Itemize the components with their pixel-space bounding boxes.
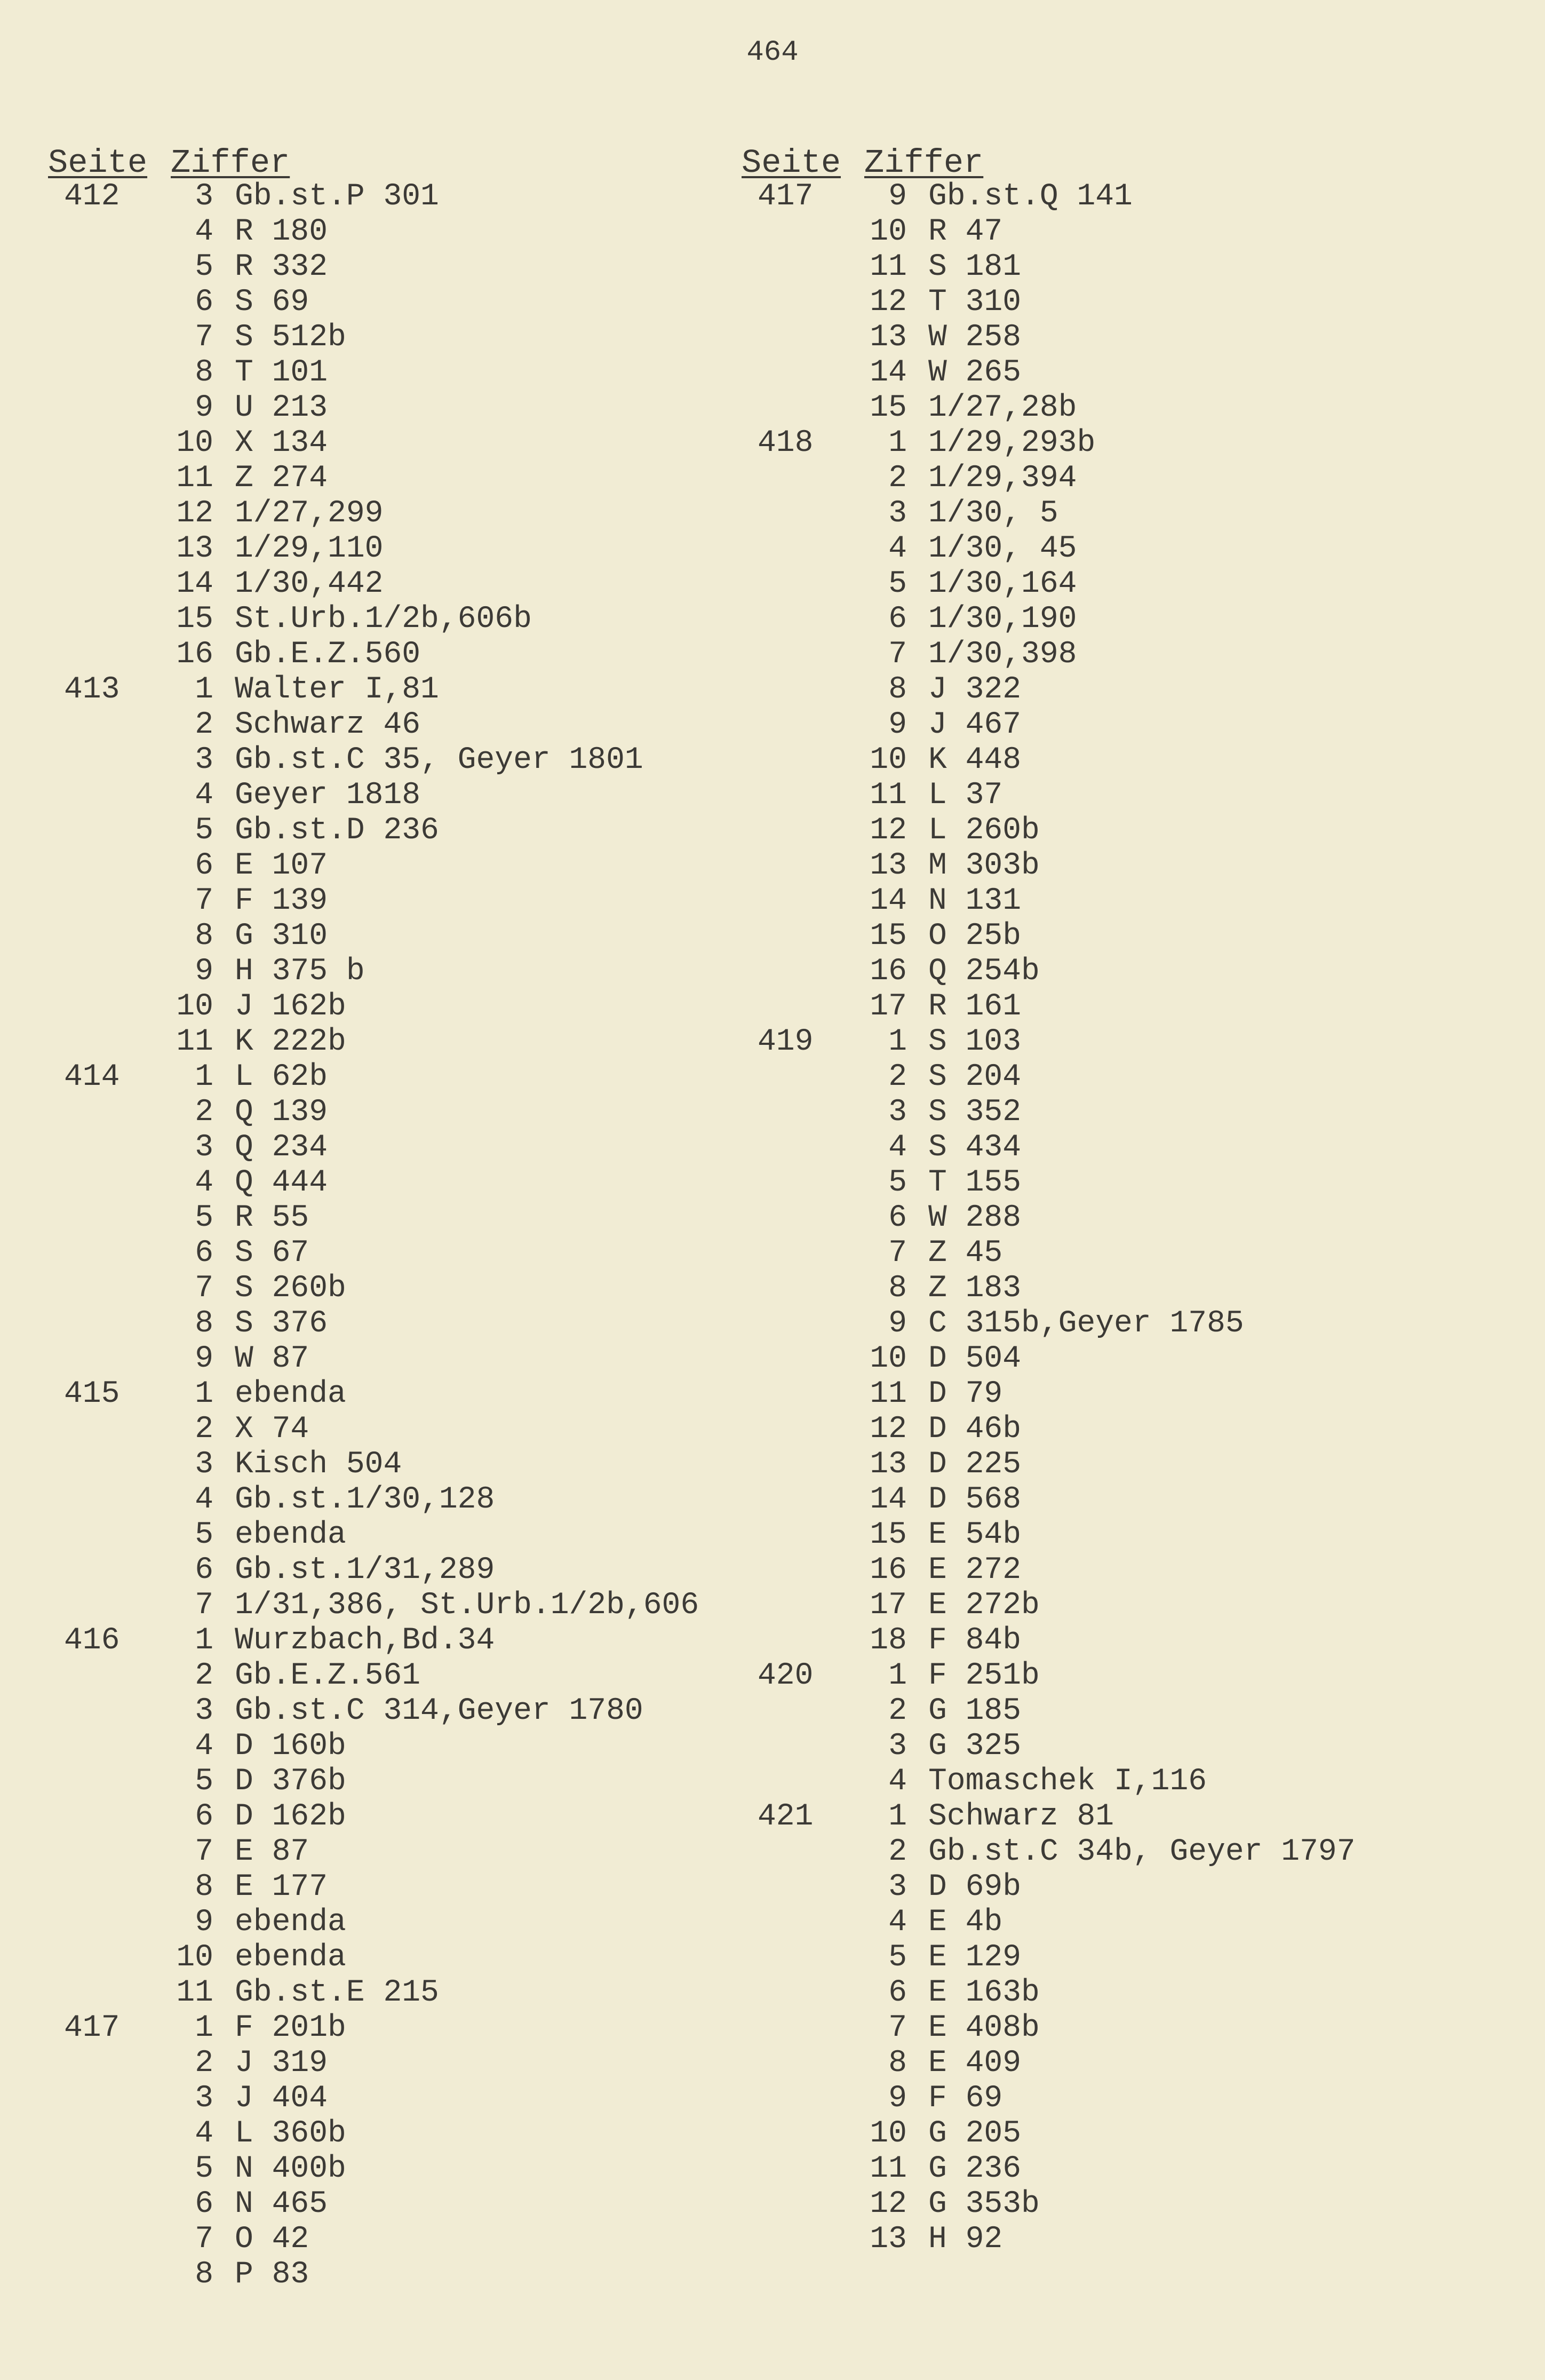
- ziffer-cell: 4: [195, 1729, 213, 1764]
- reference-cell: 1/30,398: [928, 637, 1077, 672]
- reference-cell: K 222b: [235, 1025, 346, 1059]
- reference-cell: L 260b: [928, 813, 1040, 848]
- reference-cell: E 408b: [928, 2011, 1040, 2045]
- reference-cell: S 181: [928, 250, 1022, 284]
- reference-cell: N 400b: [235, 2152, 346, 2186]
- reference-cell: T 310: [928, 285, 1022, 320]
- reference-cell: Z 274: [235, 461, 328, 496]
- reference-cell: L 37: [928, 778, 1003, 813]
- ziffer-cell: 5: [195, 250, 213, 284]
- ziffer-cell: 7: [888, 637, 907, 672]
- ziffer-cell: 11: [176, 461, 213, 496]
- ziffer-cell: 3: [195, 1694, 213, 1728]
- ziffer-cell: 10: [176, 1940, 213, 1975]
- ziffer-cell: 7: [195, 1588, 213, 1623]
- seite-cell: 415: [64, 1377, 120, 1411]
- ziffer-cell: 7: [888, 1236, 907, 1271]
- reference-cell: S 376: [235, 1306, 328, 1341]
- reference-cell: K 448: [928, 743, 1022, 778]
- ziffer-cell: 9: [888, 1306, 907, 1341]
- ziffer-cell: 10: [870, 743, 907, 778]
- ziffer-cell: 1: [195, 672, 213, 707]
- reference-cell: Gb.st.C 35, Geyer 1801: [235, 743, 643, 778]
- seite-cell: 416: [64, 1623, 120, 1658]
- reference-cell: E 177: [235, 1870, 328, 1905]
- ziffer-cell: 11: [870, 1377, 907, 1411]
- reference-cell: O 42: [235, 2222, 309, 2257]
- reference-cell: M 303b: [928, 848, 1040, 883]
- ziffer-cell: 9: [195, 954, 213, 989]
- ziffer-cell: 12: [176, 496, 213, 531]
- ziffer-cell: 8: [195, 2257, 213, 2292]
- reference-cell: S 204: [928, 1060, 1022, 1094]
- ziffer-cell: 8: [888, 1271, 907, 1306]
- ziffer-cell: 8: [195, 355, 213, 390]
- reference-cell: Q 139: [235, 1095, 328, 1130]
- seite-cell: 417: [64, 2011, 120, 2045]
- reference-cell: Gb.st.E 215: [235, 1976, 439, 2010]
- reference-cell: G 236: [928, 2152, 1022, 2186]
- ziffer-cell: 15: [176, 602, 213, 637]
- reference-cell: P 83: [235, 2257, 309, 2292]
- reference-cell: ebenda: [235, 1940, 346, 1975]
- ziffer-cell: 14: [870, 884, 907, 918]
- ziffer-cell: 2: [195, 1412, 213, 1447]
- page-number: 464: [746, 36, 799, 69]
- ziffer-cell: 10: [870, 1342, 907, 1376]
- reference-cell: S 352: [928, 1095, 1022, 1130]
- reference-cell: W 265: [928, 355, 1022, 390]
- ziffer-cell: 14: [870, 355, 907, 390]
- ziffer-cell: 2: [195, 1659, 213, 1693]
- ziffer-cell: 17: [870, 989, 907, 1024]
- ziffer-cell: 11: [870, 250, 907, 284]
- ziffer-cell: 14: [870, 1482, 907, 1517]
- ziffer-cell: 1: [888, 426, 907, 461]
- seite-cell: 418: [758, 426, 814, 461]
- ziffer-cell: 8: [888, 2046, 907, 2081]
- header-ziffer: Ziffer: [171, 144, 290, 182]
- reference-cell: 1/30,164: [928, 567, 1077, 601]
- seite-cell: 419: [758, 1025, 814, 1059]
- ziffer-cell: 15: [870, 919, 907, 954]
- reference-cell: N 131: [928, 884, 1022, 918]
- reference-cell: 1/30,442: [235, 567, 384, 601]
- reference-cell: G 310: [235, 919, 328, 954]
- reference-cell: 1/29,394: [928, 461, 1077, 496]
- reference-cell: ebenda: [235, 1377, 346, 1411]
- reference-cell: R 47: [928, 215, 1003, 249]
- ziffer-cell: 1: [888, 1659, 907, 1693]
- ziffer-cell: 1: [195, 1377, 213, 1411]
- reference-cell: 1/30, 5: [928, 496, 1058, 531]
- ziffer-cell: 10: [870, 215, 907, 249]
- reference-cell: Gb.st.1/30,128: [235, 1482, 495, 1517]
- reference-cell: F 69: [928, 2081, 1003, 2116]
- ziffer-cell: 7: [195, 320, 213, 355]
- reference-cell: 1/27,28b: [928, 391, 1077, 425]
- reference-cell: Q 444: [235, 1165, 328, 1200]
- ziffer-cell: 10: [176, 426, 213, 461]
- ziffer-cell: 8: [195, 919, 213, 954]
- ziffer-cell: 14: [176, 567, 213, 601]
- ziffer-cell: 7: [195, 1271, 213, 1306]
- reference-cell: Gb.st.D 236: [235, 813, 439, 848]
- ziffer-cell: 6: [195, 1236, 213, 1271]
- ziffer-cell: 5: [195, 1201, 213, 1235]
- seite-cell: 413: [64, 672, 120, 707]
- ziffer-cell: 15: [870, 1518, 907, 1552]
- reference-cell: E 163b: [928, 1976, 1040, 2010]
- reference-cell: S 260b: [235, 1271, 346, 1306]
- ziffer-cell: 5: [195, 813, 213, 848]
- ziffer-cell: 4: [195, 1165, 213, 1200]
- ziffer-cell: 13: [870, 848, 907, 883]
- reference-cell: Gb.st.Q 141: [928, 179, 1133, 214]
- ziffer-cell: 9: [195, 391, 213, 425]
- reference-cell: D 46b: [928, 1412, 1022, 1447]
- reference-cell: S 103: [928, 1025, 1022, 1059]
- ziffer-cell: 6: [888, 1201, 907, 1235]
- ziffer-cell: 2: [195, 2046, 213, 2081]
- seite-cell: 420: [758, 1659, 814, 1693]
- reference-cell: R 55: [235, 1201, 309, 1235]
- reference-cell: F 201b: [235, 2011, 346, 2045]
- reference-cell: St.Urb.1/2b,606b: [235, 602, 532, 637]
- header-ziffer: Ziffer: [864, 144, 984, 182]
- header-seite: Seite: [742, 144, 841, 182]
- ziffer-cell: 16: [870, 954, 907, 989]
- reference-cell: X 74: [235, 1412, 309, 1447]
- reference-cell: G 205: [928, 2116, 1022, 2151]
- seite-cell: 421: [758, 1799, 814, 1834]
- reference-cell: W 258: [928, 320, 1022, 355]
- reference-cell: 1/29,293b: [928, 426, 1096, 461]
- ziffer-cell: 4: [195, 215, 213, 249]
- ziffer-cell: 16: [870, 1553, 907, 1588]
- ziffer-cell: 12: [870, 813, 907, 848]
- reference-cell: 1/29,110: [235, 531, 384, 566]
- reference-cell: E 272b: [928, 1588, 1040, 1623]
- reference-cell: R 332: [235, 250, 328, 284]
- ziffer-cell: 3: [195, 179, 213, 214]
- reference-cell: 1/30,190: [928, 602, 1077, 637]
- reference-cell: S 69: [235, 285, 309, 320]
- ziffer-cell: 3: [888, 1870, 907, 1905]
- reference-cell: 1/31,386, St.Urb.1/2b,606: [235, 1588, 699, 1623]
- reference-cell: ebenda: [235, 1905, 346, 1940]
- reference-cell: G 185: [928, 1694, 1022, 1728]
- reference-cell: H 92: [928, 2222, 1003, 2257]
- reference-cell: D 160b: [235, 1729, 346, 1764]
- reference-cell: 1/27,299: [235, 496, 384, 531]
- reference-cell: U 213: [235, 391, 328, 425]
- ziffer-cell: 1: [195, 1060, 213, 1094]
- ziffer-cell: 6: [195, 285, 213, 320]
- ziffer-cell: 10: [176, 989, 213, 1024]
- ziffer-cell: 7: [195, 1835, 213, 1869]
- reference-cell: O 25b: [928, 919, 1022, 954]
- ziffer-cell: 3: [888, 1729, 907, 1764]
- ziffer-cell: 2: [888, 1060, 907, 1094]
- ziffer-cell: 13: [870, 320, 907, 355]
- ziffer-cell: 2: [888, 461, 907, 496]
- ziffer-cell: 8: [195, 1870, 213, 1905]
- reference-cell: Gb.st.1/31,289: [235, 1553, 495, 1588]
- ziffer-cell: 6: [195, 2187, 213, 2222]
- reference-cell: J 404: [235, 2081, 328, 2116]
- reference-cell: Wurzbach,Bd.34: [235, 1623, 495, 1658]
- reference-cell: S 512b: [235, 320, 346, 355]
- reference-cell: Gb.E.Z.560: [235, 637, 421, 672]
- ziffer-cell: 4: [888, 531, 907, 566]
- reference-cell: J 467: [928, 708, 1022, 742]
- ziffer-cell: 10: [870, 2116, 907, 2151]
- ziffer-cell: 1: [888, 1025, 907, 1059]
- ziffer-cell: 5: [195, 1518, 213, 1552]
- reference-cell: E 409: [928, 2046, 1022, 2081]
- reference-cell: Gb.st.P 301: [235, 179, 439, 214]
- ziffer-cell: 6: [195, 1799, 213, 1834]
- ziffer-cell: 3: [195, 743, 213, 778]
- ziffer-cell: 9: [195, 1905, 213, 1940]
- reference-cell: Schwarz 81: [928, 1799, 1114, 1834]
- reference-cell: F 84b: [928, 1623, 1022, 1658]
- ziffer-cell: 13: [176, 531, 213, 566]
- ziffer-cell: 13: [870, 1447, 907, 1482]
- reference-cell: D 376b: [235, 1764, 346, 1799]
- ziffer-cell: 9: [195, 1342, 213, 1376]
- reference-cell: S 67: [235, 1236, 309, 1271]
- ziffer-cell: 11: [176, 1025, 213, 1059]
- reference-cell: L 62b: [235, 1060, 328, 1094]
- header-seite: Seite: [48, 144, 148, 182]
- reference-cell: Tomaschek I,116: [928, 1764, 1207, 1799]
- ziffer-cell: 2: [888, 1694, 907, 1728]
- ziffer-cell: 12: [870, 2187, 907, 2222]
- ziffer-cell: 11: [176, 1976, 213, 2010]
- reference-cell: Gb.st.C 314,Geyer 1780: [235, 1694, 643, 1728]
- reference-cell: C 315b,Geyer 1785: [928, 1306, 1244, 1341]
- reference-cell: J 322: [928, 672, 1022, 707]
- reference-cell: Z 183: [928, 1271, 1022, 1306]
- ziffer-cell: 3: [195, 1447, 213, 1482]
- reference-cell: Gb.st.C 34b, Geyer 1797: [928, 1835, 1356, 1869]
- reference-cell: Kisch 504: [235, 1447, 402, 1482]
- ziffer-cell: 12: [870, 285, 907, 320]
- ziffer-cell: 6: [195, 1553, 213, 1588]
- seite-cell: 417: [758, 179, 814, 214]
- ziffer-cell: 3: [888, 496, 907, 531]
- reference-cell: F 139: [235, 884, 328, 918]
- reference-cell: Geyer 1818: [235, 778, 421, 813]
- ziffer-cell: 7: [195, 2222, 213, 2257]
- reference-cell: E 4b: [928, 1905, 1003, 1940]
- ziffer-cell: 3: [888, 1095, 907, 1130]
- ziffer-cell: 3: [195, 2081, 213, 2116]
- ziffer-cell: 12: [870, 1412, 907, 1447]
- reference-cell: Gb.E.Z.561: [235, 1659, 421, 1693]
- ziffer-cell: 4: [888, 1764, 907, 1799]
- ziffer-cell: 4: [195, 1482, 213, 1517]
- ziffer-cell: 7: [195, 884, 213, 918]
- ziffer-cell: 11: [870, 778, 907, 813]
- reference-cell: G 325: [928, 1729, 1022, 1764]
- reference-cell: E 87: [235, 1835, 309, 1869]
- reference-cell: E 107: [235, 848, 328, 883]
- ziffer-cell: 11: [870, 2152, 907, 2186]
- seite-cell: 412: [64, 179, 120, 214]
- ziffer-cell: 5: [195, 2152, 213, 2186]
- reference-cell: F 251b: [928, 1659, 1040, 1693]
- reference-cell: J 319: [235, 2046, 328, 2081]
- ziffer-cell: 3: [195, 1130, 213, 1165]
- reference-cell: D 69b: [928, 1870, 1022, 1905]
- reference-cell: W 87: [235, 1342, 309, 1376]
- reference-cell: Schwarz 46: [235, 708, 421, 742]
- reference-cell: R 161: [928, 989, 1022, 1024]
- reference-cell: J 162b: [235, 989, 346, 1024]
- ziffer-cell: 9: [888, 2081, 907, 2116]
- reference-cell: Q 254b: [928, 954, 1040, 989]
- reference-cell: X 134: [235, 426, 328, 461]
- ziffer-cell: 2: [195, 1095, 213, 1130]
- ziffer-cell: 6: [888, 602, 907, 637]
- reference-cell: ebenda: [235, 1518, 346, 1552]
- reference-cell: R 180: [235, 215, 328, 249]
- ziffer-cell: 5: [888, 1940, 907, 1975]
- reference-cell: T 155: [928, 1165, 1022, 1200]
- ziffer-cell: 4: [888, 1130, 907, 1165]
- reference-cell: S 434: [928, 1130, 1022, 1165]
- ziffer-cell: 1: [195, 2011, 213, 2045]
- reference-cell: Q 234: [235, 1130, 328, 1165]
- ziffer-cell: 6: [195, 848, 213, 883]
- seite-cell: 414: [64, 1060, 120, 1094]
- ziffer-cell: 7: [888, 2011, 907, 2045]
- reference-cell: D 568: [928, 1482, 1022, 1517]
- reference-cell: D 162b: [235, 1799, 346, 1834]
- reference-cell: D 225: [928, 1447, 1022, 1482]
- ziffer-cell: 18: [870, 1623, 907, 1658]
- reference-cell: 1/30, 45: [928, 531, 1077, 566]
- ziffer-cell: 9: [888, 179, 907, 214]
- ziffer-cell: 17: [870, 1588, 907, 1623]
- reference-cell: W 288: [928, 1201, 1022, 1235]
- reference-cell: E 54b: [928, 1518, 1022, 1552]
- ziffer-cell: 4: [195, 2116, 213, 2151]
- ziffer-cell: 1: [195, 1623, 213, 1658]
- ziffer-cell: 16: [176, 637, 213, 672]
- reference-cell: G 353b: [928, 2187, 1040, 2222]
- ziffer-cell: 13: [870, 2222, 907, 2257]
- reference-cell: T 101: [235, 355, 328, 390]
- reference-cell: N 465: [235, 2187, 328, 2222]
- ziffer-cell: 5: [888, 567, 907, 601]
- ziffer-cell: 8: [195, 1306, 213, 1341]
- reference-cell: E 129: [928, 1940, 1022, 1975]
- ziffer-cell: 1: [888, 1799, 907, 1834]
- ziffer-cell: 2: [888, 1835, 907, 1869]
- reference-cell: E 272: [928, 1553, 1022, 1588]
- ziffer-cell: 6: [888, 1976, 907, 2010]
- reference-cell: D 79: [928, 1377, 1003, 1411]
- reference-cell: D 504: [928, 1342, 1022, 1376]
- reference-cell: Walter I,81: [235, 672, 439, 707]
- ziffer-cell: 15: [870, 391, 907, 425]
- ziffer-cell: 2: [195, 708, 213, 742]
- ziffer-cell: 5: [195, 1764, 213, 1799]
- ziffer-cell: 4: [195, 778, 213, 813]
- ziffer-cell: 5: [888, 1165, 907, 1200]
- ziffer-cell: 4: [888, 1905, 907, 1940]
- ziffer-cell: 8: [888, 672, 907, 707]
- reference-cell: Z 45: [928, 1236, 1003, 1271]
- ziffer-cell: 9: [888, 708, 907, 742]
- reference-cell: L 360b: [235, 2116, 346, 2151]
- reference-cell: H 375 b: [235, 954, 365, 989]
